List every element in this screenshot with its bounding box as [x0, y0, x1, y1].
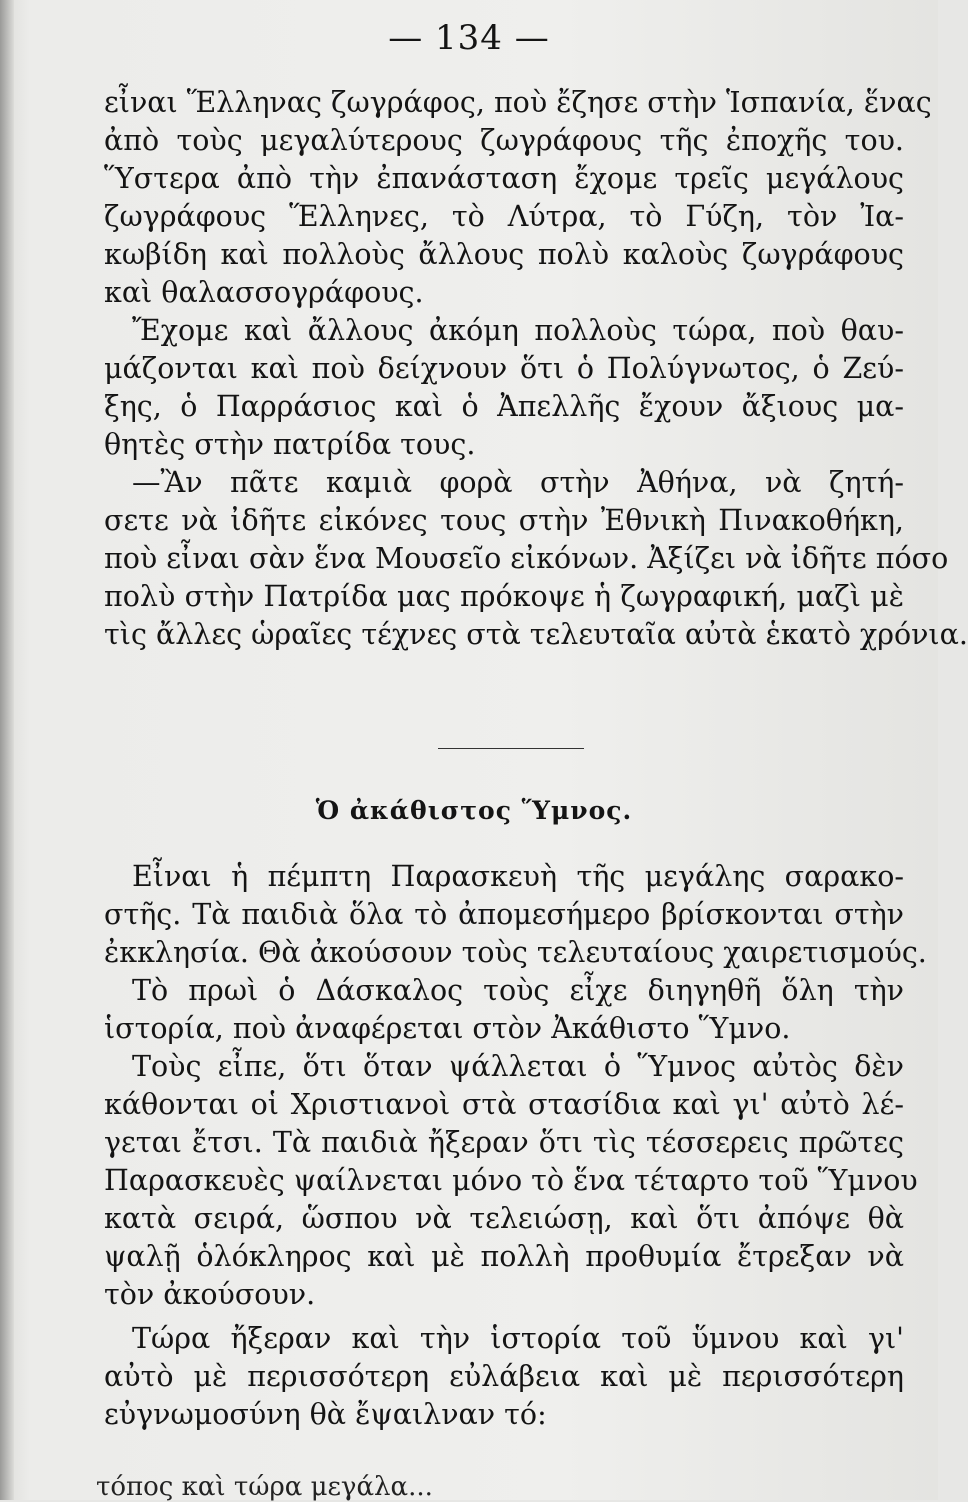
text-line: ζωγράφους Ἕλληνες, τὸ Λύτρα, τὸ Γύζη, τὸν Ἰα-: [104, 200, 904, 233]
text-line: —Ἂν πᾶτε καμιὰ φορὰ στὴν Ἀθήνα, νὰ ζητή-: [132, 466, 904, 499]
text-line: αὐτὸ μὲ περισσότερη εὐλάβεια καὶ μὲ περισσότερη: [104, 1360, 904, 1393]
text-line: τὶς ἄλλες ὡραῖες τέχνες στὰ τελευταῖα αὐτὰ ἑκατὸ χρόνια.: [104, 618, 968, 651]
text-line: ποὺ εἶναι σὰν ἕνα Μουσεῖο εἰκόνων. Ἀξίζει νὰ ἰδῆτε πόσο: [104, 542, 949, 575]
bleed-text: τόπος καὶ τώρα μεγάλα...: [96, 1472, 433, 1502]
text-line: κάθονται οἱ Χριστιανοὶ στὰ στασίδια καὶ γι' αὐτὸ λέ-: [104, 1088, 904, 1121]
next-page-bleed: [96, 1472, 566, 1502]
paragraph: [104, 972, 904, 1048]
text-line: ἱστορία, ποὺ ἀναφέρεται στὸν Ἀκάθιστο Ὕμνο.: [104, 1012, 791, 1045]
paragraph: [104, 464, 968, 654]
text-line: εἶναι Ἕλληνας ζωγράφος, ποὺ ἔζησε στὴν Ἱσπανία, ἕνας: [104, 86, 932, 119]
text-line: Ἔχομε καὶ ἄλλους ἀκόμη πολλοὺς τώρα, ποὺ θαυ-: [132, 314, 904, 347]
text-line: Εἶναι ἡ πέμπτη Παρασκευὴ τῆς μεγάλης σαρακο-: [132, 860, 904, 893]
text-line: ψαλῇ ὁλόκληρος καὶ μὲ πολλὴ προθυμία ἔτρεξαν νὰ: [104, 1240, 904, 1273]
paragraph: [104, 858, 927, 972]
text-line: Παρασκευὲς ψαίλνεται μόνο τὸ ἕνα τέταρτο τοῦ Ὕμνου: [104, 1164, 918, 1197]
text-line: Τώρα ἤξεραν καὶ τὴν ἱστορία τοῦ ὕμνου καὶ γι': [132, 1322, 904, 1355]
text-line: καὶ θαλασσογράφους.: [104, 276, 424, 309]
text-line: ἐκκλησία. Θὰ ἀκούσουν τοὺς τελευταίους χαιρετισμούς.: [104, 936, 927, 969]
section-divider: [438, 748, 584, 749]
paragraph: [104, 1320, 904, 1434]
page-gutter-shadow: [0, 0, 14, 1500]
text-line: Τὸ πρωὶ ὁ Δάσκαλος τοὺς εἶχε διηγηθῆ ὅλη τὴν: [132, 974, 904, 1007]
text-line: εὐγνωμοσύνη θὰ ἔψαιλναν τό:: [104, 1398, 547, 1431]
text-line: σετε νὰ ἰδῆτε εἰκόνες τους στὴν Ἐθνικὴ Πινακοθήκη,: [104, 504, 904, 537]
text-line: ἀπὸ τοὺς μεγαλύτερους ζωγράφους τῆς ἐποχῆς του.: [104, 124, 904, 157]
text-line: τὸν ἀκούσουν.: [104, 1278, 316, 1311]
body-text-bottom: [104, 858, 927, 1434]
text-line: πολὺ στὴν Πατρίδα μας πρόκοψε ἡ ζωγραφική, μαζὶ μὲ: [104, 580, 904, 613]
paragraph: [104, 312, 904, 464]
text-line: μάζονται καὶ ποὺ δείχνουν ὅτι ὁ Πολύγνωτος, ὁ Ζεύ-: [104, 352, 904, 385]
paragraph: [104, 1048, 918, 1314]
text-line: Τοὺς εἶπε, ὅτι ὅταν ψάλλεται ὁ Ὕμνος αὐτὸς δὲν: [132, 1050, 904, 1083]
text-line: ξης, ὁ Παρράσιος καὶ ὁ Ἀπελλῆς ἔχουν ἄξιους μα-: [104, 390, 904, 423]
text-line: γεται ἔτσι. Τὰ παιδιὰ ἤξεραν ὅτι τὶς τέσσερεις πρῶτες: [104, 1126, 904, 1159]
text-line: κωβίδη καὶ πολλοὺς ἄλλους πολὺ καλοὺς ζωγράφους: [104, 238, 904, 271]
paragraph: [104, 84, 932, 312]
text-line: θητὲς στὴν πατρίδα τους.: [104, 428, 476, 461]
page-number: — 134 —: [388, 18, 550, 58]
body-text-top: [104, 84, 968, 654]
section-title: Ὁ ἀκάθιστος Ὕμνος.: [315, 796, 633, 825]
text-line: Ὕστερα ἀπὸ τὴν ἐπανάσταση ἔχομε τρεῖς μεγάλους: [104, 162, 904, 195]
text-line: στῆς. Τὰ παιδιὰ ὅλα τὸ ἀπομεσήμερο βρίσκονται στὴν: [104, 898, 904, 931]
text-line: κατὰ σειρά, ὥσπου νὰ τελειώσῃ, καὶ ὅτι ἀπόψε θὰ: [104, 1202, 904, 1235]
